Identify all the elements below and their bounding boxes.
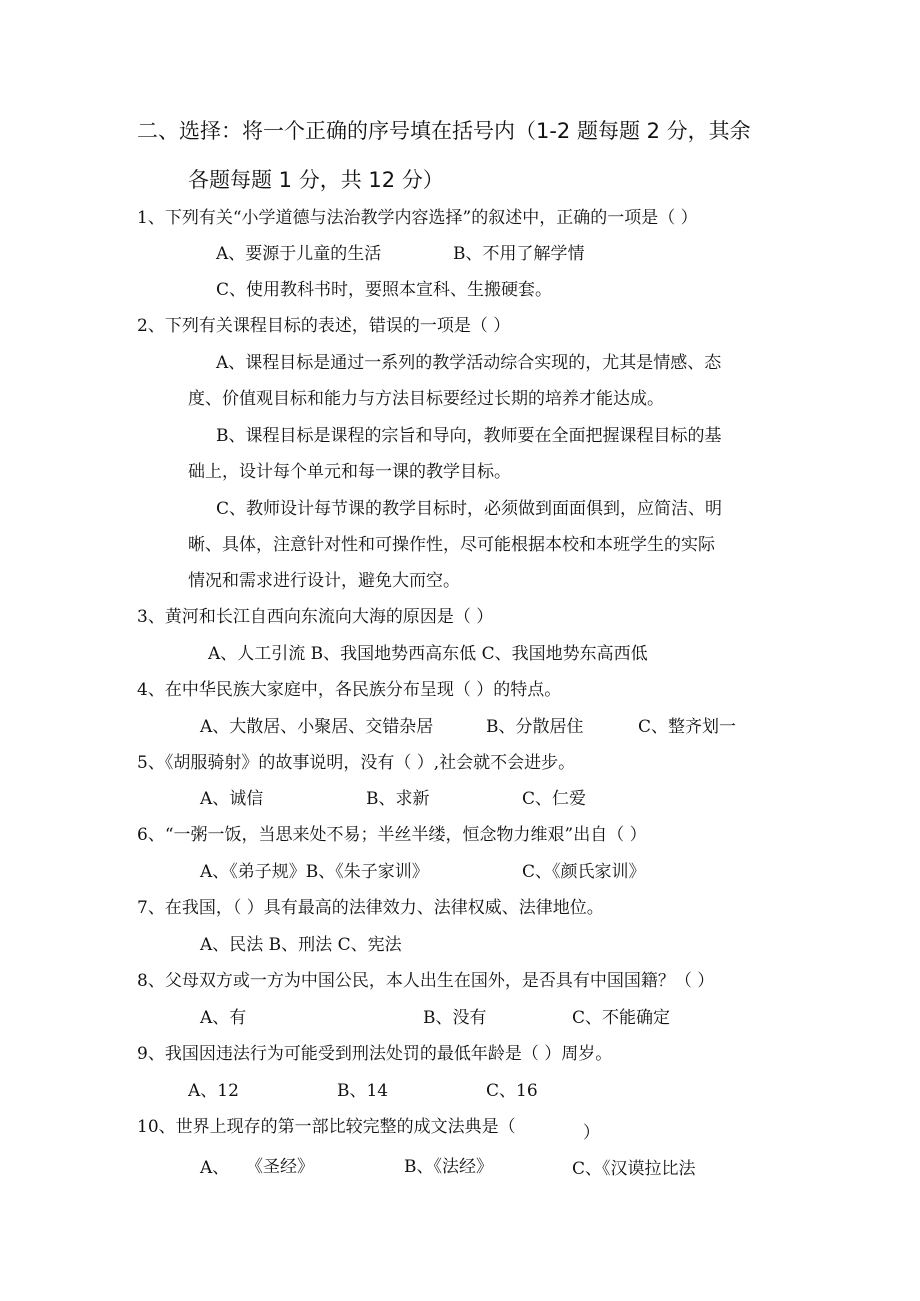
question-3-options: A、人工引流 B、我国地势西高东低 C、我国地势东高西低 <box>208 644 648 664</box>
question-2-option-a-line-2: 度、价值观目标和能力与方法目标要经过长期的培养才能达成。 <box>188 389 664 409</box>
question-2-stem: 2、下列有关课程目标的表述，错误的一项是（ ） <box>137 316 511 336</box>
question-2-option-a-line-1: A、课程目标是通过一系列的教学活动综合实现的，尤其是情感、态 <box>216 353 722 373</box>
question-9-option-b: B、14 <box>337 1081 389 1101</box>
question-10-option-a-prefix: A、 <box>200 1158 230 1178</box>
question-4-option-b: B、分散居住 <box>486 717 584 737</box>
question-10-option-b: B、《法经》 <box>404 1157 493 1177</box>
question-8-option-c: C、不能确定 <box>572 1008 671 1028</box>
question-8-option-b: B、没有 <box>423 1008 487 1028</box>
question-8-option-a: A、有 <box>200 1008 247 1028</box>
question-7-options: A、民法 B、刑法 C、宪法 <box>200 935 402 955</box>
question-1-option-b: B、不用了解学情 <box>453 244 585 264</box>
question-2-option-b-line-2: 础上，设计每个单元和每一课的教学目标。 <box>188 462 511 482</box>
question-2-option-c-line-1: C、教师设计每节课的教学目标时，必须做到面面俱到，应简洁、明 <box>216 499 723 519</box>
question-7-stem: 7、在我国，（ ）具有最高的法律效力、法律权威、法律地位。 <box>137 898 604 918</box>
section-title-line-2: 各题每题 1 分，共 12 分） <box>188 168 444 192</box>
question-3-stem: 3、黄河和长江自西向东流向大海的原因是（ ） <box>137 607 494 627</box>
question-10-option-a: 《圣经》 <box>246 1157 314 1177</box>
question-6-options-a-b: A、《弟子规》B、《朱子家训》 <box>200 862 429 882</box>
question-1-option-c: C、使用教科书时，要照本宣科、生搬硬套。 <box>216 280 553 300</box>
question-9-option-c: C、16 <box>486 1081 538 1101</box>
question-4-option-c: C、整齐划一 <box>638 717 737 737</box>
question-5-option-c: C、仁爱 <box>522 789 587 809</box>
question-1-option-a: A、要源于儿童的生活 <box>216 244 382 264</box>
section-title-line-1: 二、选择：将一个正确的序号填在括号内（1-2 题每题 2 分，其余 <box>137 119 751 143</box>
question-6-option-c: C、《颜氏家训》 <box>522 862 646 882</box>
question-2-option-b-line-1: B、课程目标是课程的宗旨和导向，教师要在全面把握课程目标的基 <box>216 426 722 446</box>
question-10-stem-close: ） <box>583 1123 600 1143</box>
question-4-stem: 4、在中华民族大家庭中，各民族分布呈现（ ）的特点。 <box>137 680 562 700</box>
question-8-stem: 8、父母双方或一方为中国公民，本人出生在国外，是否具有中国国籍？（ ） <box>137 971 715 991</box>
question-1-stem: 1、下列有关“小学道德与法治教学内容选择”的叙述中，正确的一项是（ ） <box>137 208 698 228</box>
question-5-option-a: A、诚信 <box>200 789 264 809</box>
question-9-option-a: A、12 <box>188 1081 239 1101</box>
question-5-option-b: B、求新 <box>366 789 430 809</box>
question-6-stem: 6、“一粥一饭，当思来处不易；半丝半缕，恒念物力维艰”出自（ ） <box>137 825 647 845</box>
question-10-stem: 10、世界上现存的第一部比较完整的成文法典是（ <box>137 1117 516 1137</box>
question-5-stem: 5、《胡服骑射》的故事说明，没有（ ）,社会就不会进步。 <box>137 753 576 773</box>
question-9-stem: 9、我国因违法行为可能受到刑法处罚的最低年龄是（ ）周岁。 <box>137 1044 613 1064</box>
question-2-option-c-line-2: 晰、具体，注意针对性和可操作性，尽可能根据本校和本班学生的实际 <box>188 535 715 555</box>
question-4-option-a: A、大散居、小聚居、交错杂居 <box>200 717 434 737</box>
question-10-option-c: C、《汉谟拉比法 <box>572 1159 696 1179</box>
question-2-option-c-line-3: 情况和需求进行设计，避免大而空。 <box>188 571 460 591</box>
